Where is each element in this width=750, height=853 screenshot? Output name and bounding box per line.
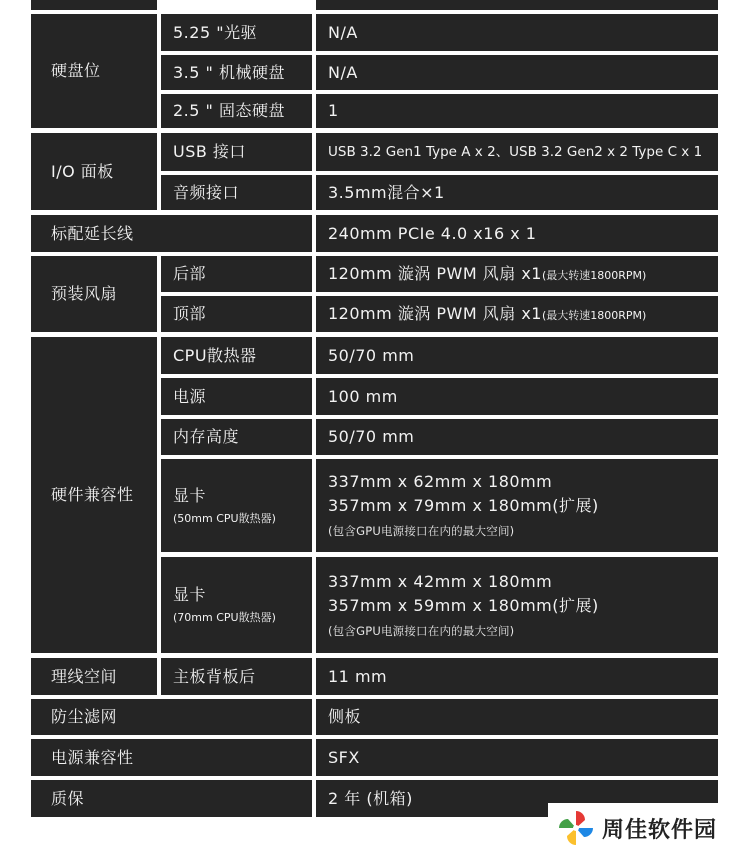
gpu70-line2: 357mm x 59mm x 180mm(扩展) bbox=[328, 595, 599, 615]
gpu70-sub: (70mm CPU散热器) bbox=[173, 611, 276, 625]
warranty-value: 2 年 (机箱) bbox=[316, 780, 718, 817]
gpu50-line2: 357mm x 79mm x 180mm(扩展) bbox=[328, 496, 599, 516]
filter-label: 防尘滤网 bbox=[31, 699, 312, 735]
fan-rear-note: (最大转速1800RPM) bbox=[541, 269, 647, 282]
drive-bay-25-value: 1 bbox=[316, 94, 718, 128]
warranty-label: 质保 bbox=[31, 780, 312, 817]
psu-compat-value: SFX bbox=[316, 739, 718, 776]
fan-rear-value bbox=[316, 256, 718, 292]
compat-label: 硬件兼容性 bbox=[31, 337, 157, 653]
gpu50-title: 显卡 bbox=[173, 485, 207, 505]
io-panel-label: I/O 面板 bbox=[31, 133, 157, 210]
pinwheel-logo-icon bbox=[556, 808, 596, 848]
fan-top-value bbox=[316, 296, 718, 332]
cable-value: 11 mm bbox=[316, 658, 718, 695]
compat-gpu70-name bbox=[161, 557, 312, 653]
io-usb-value: USB 3.2 Gen1 Type A x 2、USB 3.2 Gen2 x 2 Type C x 1 bbox=[316, 133, 718, 171]
compat-cpu-value: 50/70 mm bbox=[316, 337, 718, 374]
riser-label: 标配延长线 bbox=[31, 215, 312, 252]
fans-label: 预装风扇 bbox=[31, 256, 157, 332]
prev-row-label-cell bbox=[31, 0, 157, 10]
watermark-text: 周佳软件园 bbox=[602, 817, 718, 843]
watermark bbox=[548, 803, 750, 853]
compat-cpu-name: CPU散热器 bbox=[161, 337, 312, 374]
fan-rear-spec: 120mm 漩涡 PWM 风扇 x1 bbox=[328, 264, 542, 283]
gpu50-line1: 337mm x 62mm x 180mm bbox=[328, 472, 553, 492]
compat-gpu70-value bbox=[316, 557, 718, 653]
compat-gpu50-value bbox=[316, 459, 718, 552]
fan-top-note: (最大转速1800RPM) bbox=[541, 309, 647, 322]
gpu70-title: 显卡 bbox=[173, 585, 207, 605]
compat-ram-value: 50/70 mm bbox=[316, 419, 718, 455]
gpu70-line1: 337mm x 42mm x 180mm bbox=[328, 571, 553, 591]
drive-bay-25-name: 2.5 " 固态硬盘 bbox=[161, 94, 312, 128]
cable-label: 理线空间 bbox=[31, 658, 157, 695]
io-usb-name: USB 接口 bbox=[161, 133, 312, 171]
drive-bay-525-value: N/A bbox=[316, 14, 718, 51]
gpu70-note: (包含GPU电源接口在内的最大空间) bbox=[328, 623, 515, 638]
compat-psu-name: 电源 bbox=[161, 378, 312, 415]
drive-bays-label: 硬盘位 bbox=[31, 14, 157, 128]
compat-gpu50-name bbox=[161, 459, 312, 552]
drive-bay-525-name: 5.25 "光驱 bbox=[161, 14, 312, 51]
fan-top-spec: 120mm 漩涡 PWM 风扇 x1 bbox=[328, 304, 542, 323]
gpu50-sub: (50mm CPU散热器) bbox=[173, 511, 276, 525]
drive-bay-35-value: N/A bbox=[316, 55, 718, 90]
drive-bay-35-name: 3.5 " 机械硬盘 bbox=[161, 55, 312, 90]
prev-row-value-cell bbox=[316, 0, 718, 10]
gpu50-note: (包含GPU电源接口在内的最大空间) bbox=[328, 524, 515, 539]
riser-value: 240mm PCIe 4.0 x16 x 1 bbox=[316, 215, 718, 252]
fan-top-name: 顶部 bbox=[161, 296, 312, 332]
cable-name: 主板背板后 bbox=[161, 658, 312, 695]
io-audio-name: 音频接口 bbox=[161, 175, 312, 210]
fan-rear-name: 后部 bbox=[161, 256, 312, 292]
compat-psu-value: 100 mm bbox=[316, 378, 718, 415]
compat-ram-name: 内存高度 bbox=[161, 419, 312, 455]
filter-value: 侧板 bbox=[316, 699, 718, 735]
io-audio-value: 3.5mm混合×1 bbox=[316, 175, 718, 210]
psu-compat-label: 电源兼容性 bbox=[31, 739, 312, 776]
